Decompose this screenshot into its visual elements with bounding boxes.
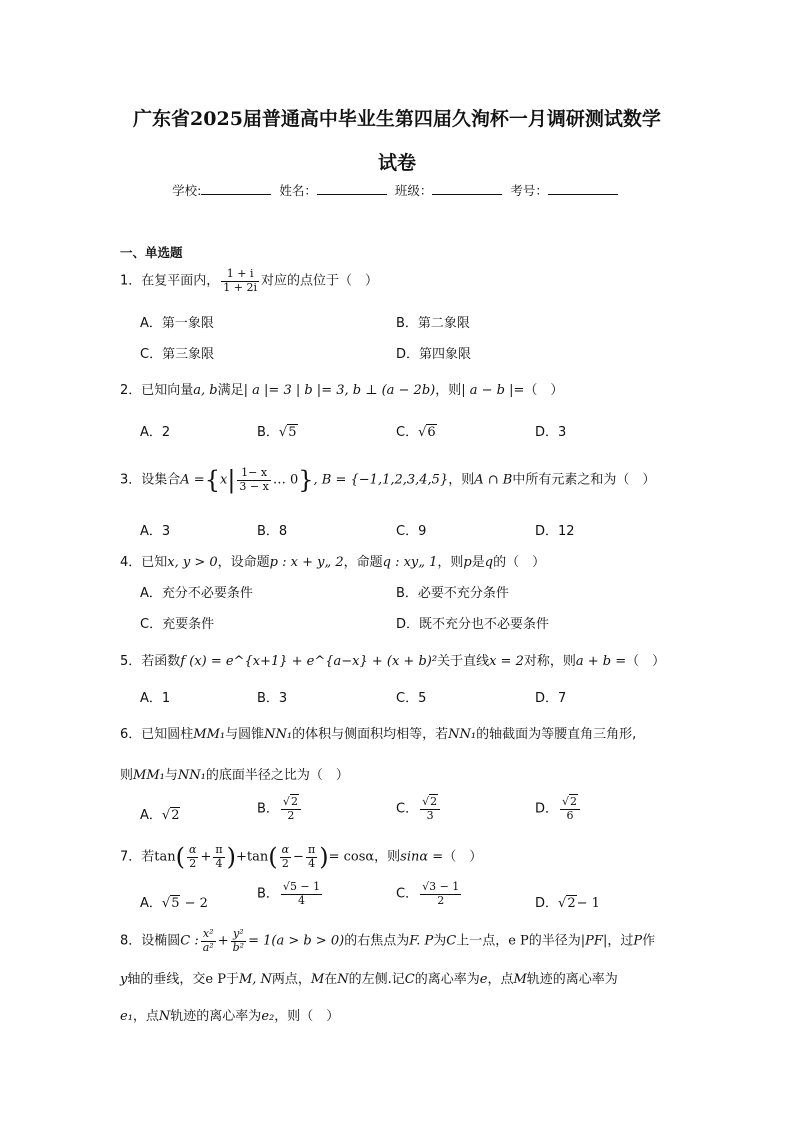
q1-option-b[interactable]: B．第二象限 (396, 316, 470, 331)
q8-e2: e₂ (261, 1009, 275, 1024)
q7-option-a[interactable] (140, 892, 208, 911)
q8-text-end: 作 (642, 933, 656, 949)
q5-option-a[interactable]: A．1 (140, 691, 171, 706)
q6-option-d[interactable] (535, 796, 582, 822)
q7-option-d-rad: 2 (567, 896, 576, 911)
q6-line2-post: 的底面半径之比为（ ） (205, 768, 349, 783)
q7-option-b-label: B． (257, 886, 279, 902)
q4-p: p (463, 555, 472, 570)
q6-option-c-rad: 2 (430, 795, 438, 808)
q8-line2-h: 轨迹的离心率为 (526, 972, 618, 987)
q3-intersection: A ∩ B (474, 472, 513, 488)
q7-frac-2-num: π (215, 842, 223, 856)
school-blank[interactable] (201, 183, 271, 195)
section-heading: 一、单选题 (120, 245, 183, 260)
q2-option-a[interactable]: A．2 (140, 425, 171, 440)
q6-option-a-rad: 2 (171, 808, 180, 823)
q3-set-b: , B = {−1,1,2,3,4,5} (313, 472, 449, 488)
q6-cone: NN₁ (264, 727, 293, 742)
q5-text: 5．若函数 (120, 654, 181, 669)
q1-frac-den: 1 + 2i (223, 280, 258, 294)
q3-frac-num: 1− x (237, 467, 270, 481)
q7-option-c-label: C． (396, 886, 419, 902)
school-label: 学校: (172, 183, 202, 198)
q1-option-c[interactable]: C．第三象限 (140, 347, 215, 362)
q3-x: x (219, 472, 228, 488)
q2-text: 2．已知向量 (120, 383, 194, 398)
q7-ask: sinα = (400, 849, 444, 865)
q6-option-a-label: A． (140, 808, 162, 823)
q8-line3-n: N (158, 1009, 171, 1024)
q2-option-d[interactable]: D．3 (535, 425, 567, 440)
q7-option-d[interactable] (535, 892, 600, 911)
q7-option-d-sqrt: √2 (558, 896, 576, 911)
q3-relation: … 0 (272, 472, 299, 488)
q4-text-m1: ，设命题 (217, 555, 270, 570)
q7-plus-2: + (235, 849, 247, 865)
q5-option-b[interactable]: B．3 (257, 691, 288, 706)
q8-e1: e₁ (120, 1009, 133, 1024)
q8-text-post: ，过 (607, 933, 634, 949)
q7-option-b-frac (281, 881, 322, 907)
q6-option-d-num: √2 (560, 796, 580, 810)
question-1 (120, 268, 378, 294)
q7-frac-4 (306, 844, 317, 870)
q7-option-d-label: D． (535, 896, 559, 911)
q3-option-d[interactable]: D．12 (535, 524, 575, 539)
question-8-line1 (120, 928, 655, 954)
q2-vectors: a, b (193, 383, 218, 398)
q8-equation: = 1(a > b > 0) (248, 933, 345, 949)
q2-option-b-label: B． (257, 425, 279, 440)
q8-line2-f: 的离心率为 (414, 972, 480, 987)
q1-text-post: 对应的点位于（ ） (261, 273, 379, 289)
q6-option-b[interactable] (257, 796, 303, 822)
q7-frac-3-den: 2 (281, 856, 289, 870)
q8-plus: + (217, 933, 229, 949)
q6-text: 6．已知圆柱 (120, 727, 194, 742)
q8-f: F (409, 933, 417, 949)
q2-condition: | a |= 3 | b |= 3, b ⊥ (a − 2b) (243, 383, 436, 398)
q8-frac-x-num: x² (201, 928, 216, 942)
q7-frac-3 (280, 844, 291, 870)
q8-line3-c: ，则（ ） (274, 1009, 340, 1024)
q8-p2: P (633, 933, 643, 949)
name-blank[interactable] (317, 183, 387, 195)
q8-line2-m: M (310, 972, 325, 987)
q7-tan-2: tan (246, 849, 269, 865)
q7-text-post: （ ） (443, 849, 483, 865)
page-title: 广东省2025届普通高中毕业生第四届久洵杯一月调研测试数学 (133, 108, 661, 130)
q6-text-mid: 与圆锥 (225, 727, 265, 742)
q4-option-a[interactable]: A．充分不必要条件 (140, 586, 253, 601)
q8-p1: . P (416, 933, 434, 949)
q8-line2-b: 于 (225, 972, 239, 987)
q8-line2-m2: M (513, 972, 527, 987)
q7-option-a-rad: 5 (171, 896, 180, 911)
q6-option-a-sqrt: √2 (161, 808, 180, 823)
q6-option-b-rad: 2 (290, 795, 298, 808)
q4-option-b[interactable]: B．必要不充分条件 (396, 586, 509, 601)
question-7 (120, 843, 482, 871)
q7-option-b-num-text: 5 − 1 (289, 880, 321, 893)
q6-option-c-label: C． (396, 801, 419, 817)
q4-text-m4: 是 (471, 555, 485, 570)
q4-condition: x, y > 0 (167, 555, 218, 570)
q6-line2-pre: 则 (120, 768, 134, 783)
q6-cylinder: MM₁ (193, 727, 226, 742)
q6-option-d-label: D． (535, 801, 559, 817)
q8-y: y (120, 972, 128, 987)
q4-text-post: 的（ ） (493, 555, 546, 570)
q7-text-mid: ，则 (374, 849, 401, 865)
name-label: 姓名： (279, 183, 317, 198)
q1-fraction (221, 268, 259, 294)
q7-option-c[interactable] (396, 881, 463, 907)
q7-option-c-num-text: 3 − 1 (429, 880, 460, 893)
q6-option-d-frac (560, 796, 580, 822)
q6-text-post: 的轴截面为等腰直角三角形, (476, 727, 637, 742)
class-blank[interactable] (432, 183, 502, 195)
q2-text-post: （ ） (524, 383, 564, 398)
q7-option-c-den: 2 (437, 893, 445, 907)
q8-text-mid4: 的半径为 (528, 933, 581, 949)
q8-ellipse-c: C : (180, 933, 199, 949)
q6-option-b-den: 2 (287, 808, 295, 822)
q3-option-b[interactable]: B．8 (257, 524, 288, 539)
q1-frac-num: 1 + i (221, 268, 259, 282)
q7-frac-3-num: α (281, 842, 290, 856)
exam-number-label: 考号： (510, 183, 548, 198)
q6-option-c-num: √2 (420, 796, 440, 810)
q3-bar: | (227, 466, 236, 494)
q3-brace-open: { (204, 466, 220, 494)
question-5 (120, 650, 665, 669)
q4-option-d[interactable]: D．既不充分也不必要条件 (396, 617, 550, 632)
question-6-line1 (120, 723, 636, 742)
q8-line3-b: 轨迹的离心率为 (170, 1009, 262, 1024)
q2-option-c-sqrt: √6 (418, 425, 436, 440)
q4-option-c[interactable]: C．充要条件 (140, 617, 215, 632)
q3-brace-close: } (298, 466, 314, 494)
q7-paren-close-2: ) (319, 843, 329, 871)
q6-option-d-den: 6 (566, 808, 574, 822)
q7-minus: − (293, 849, 304, 865)
q8-frac-y (231, 928, 246, 954)
question-2 (120, 379, 563, 398)
q8-pf: |PF| (580, 933, 608, 949)
q6-cone-2: NN₁ (448, 727, 477, 742)
q7-option-c-num: √3 − 1 (422, 880, 460, 893)
q7-equation-rhs: = cosα (328, 849, 375, 865)
q3-set-a: A = (180, 472, 205, 488)
q8-line2-g: ，点 (487, 972, 514, 987)
q3-text-post2: 中所有元素之和为（ ） (512, 472, 656, 488)
q2-option-b-rad: 5 (288, 425, 297, 440)
q7-plus: + (200, 849, 212, 865)
q5-option-c[interactable]: C．5 (396, 691, 427, 706)
q2-text-mid2: ，则 (435, 383, 462, 398)
q6-text-mid2: 的体积与侧面积均相等，若 (292, 727, 449, 742)
q4-text-m2: ，命题 (343, 555, 383, 570)
q7-option-b[interactable] (257, 881, 324, 907)
q8-line3-a: ，点 (132, 1009, 159, 1024)
exam-number-blank[interactable] (548, 183, 618, 195)
q8-line2-mn: M, N (238, 972, 272, 987)
q2-option-c-rad: 6 (427, 425, 436, 440)
q7-tan-1: tan (154, 849, 176, 865)
q2-option-b[interactable] (257, 421, 298, 440)
q7-option-a-sqrt: √5 (161, 896, 180, 911)
q1-option-a[interactable]: A．第一象限 (140, 316, 214, 331)
q4-text-m3: ，则 (437, 555, 464, 570)
q7-option-d-tail: − 1 (576, 896, 600, 911)
q4-proposition-q: q : xy„ 1 (382, 555, 438, 570)
question-8-line3 (120, 1005, 339, 1024)
class-label: 班级： (394, 183, 433, 198)
q8-line2-c: 两点， (271, 972, 311, 987)
q6-cylinder-3: MM₁ (133, 768, 165, 783)
question-3 (120, 466, 655, 494)
q8-frac-x-den: a² (202, 940, 214, 954)
q7-option-a-tail: − 2 (180, 896, 208, 911)
q7-frac-2 (213, 844, 224, 870)
q7-paren-open-1: ( (175, 843, 186, 871)
q6-option-c-den: 3 (426, 808, 434, 822)
q3-fraction (237, 467, 270, 493)
q7-frac-4-den: 4 (308, 856, 316, 870)
q2-text-mid1: 满足 (217, 383, 244, 398)
q8-line2-d: 在 (324, 972, 338, 987)
question-8-line2 (120, 968, 618, 987)
q7-frac-2-den: 4 (215, 856, 223, 870)
q7-paren-close-1: ) (226, 843, 236, 871)
q3-option-c[interactable]: C．9 (396, 524, 427, 539)
q7-frac-1 (187, 844, 198, 870)
q5-text-mid: 关于直线 (437, 654, 490, 669)
q8-line2-circle: e P (205, 972, 226, 987)
q4-q: q (484, 555, 494, 570)
q5-line: x = 2 (489, 654, 524, 669)
q7-option-c-frac (420, 881, 461, 907)
q2-option-b-sqrt: √5 (278, 425, 297, 440)
q8-line2-a: 轴的垂线，交 (127, 972, 206, 987)
q5-function: f (x) = e^{x+1} + e^{a−x} + (x + b)² (180, 654, 438, 669)
q8-frac-y-num: y² (231, 928, 246, 942)
q5-ask: a + b = (575, 654, 627, 669)
q8-text-mid: 的右焦点为 (344, 933, 410, 949)
q1-option-d[interactable]: D．第四象限 (396, 347, 472, 362)
q6-line2-mid: 与 (164, 768, 178, 783)
student-info-line (0, 181, 794, 199)
q4-proposition-p: p : x + y„ 2 (269, 555, 344, 570)
q6-option-b-label: B． (257, 801, 279, 817)
q7-option-a-label: A． (140, 896, 162, 911)
q4-text: 4．已知 (120, 555, 168, 570)
q2-ask: | a − b |= (461, 383, 525, 398)
q7-frac-4-num: π (307, 842, 316, 856)
q7-frac-1-num: α (189, 842, 197, 856)
question-6-line2 (120, 764, 349, 783)
q8-text-mid3: 上一点， (456, 933, 509, 949)
q6-option-c-frac (420, 796, 440, 822)
q8-line2-e: 的左侧.记 (348, 972, 405, 987)
q8-line2-ev: e (479, 972, 488, 987)
q8-text-mid2: 为 (433, 933, 447, 949)
q8-line2-n: N (337, 972, 349, 987)
q7-option-b-num: √5 − 1 (282, 880, 321, 893)
q6-option-c[interactable] (396, 796, 442, 822)
q6-cone-3: NN₁ (177, 768, 206, 783)
q8-line2-c2: C (404, 972, 415, 987)
q2-option-c[interactable] (396, 421, 437, 440)
q8-frac-x (201, 928, 216, 954)
q3-text-post: ，则 (448, 472, 475, 488)
q2-option-c-label: C． (396, 425, 419, 440)
q7-paren-open-2: ( (268, 843, 278, 871)
q8-frac-y-den: b² (232, 940, 245, 954)
q6-option-b-num: √2 (281, 796, 301, 810)
q8-circle-p: e P (508, 933, 529, 949)
q8-c2: C (446, 933, 457, 949)
q5-text-mid2: 对称，则 (523, 654, 576, 669)
q3-frac-den: 3 − x (239, 479, 269, 493)
q5-text-post: （ ） (626, 654, 666, 669)
q3-text: 3．设集合 (120, 472, 181, 488)
question-4 (120, 551, 545, 570)
q6-option-d-rad: 2 (570, 795, 578, 808)
q5-option-d[interactable]: D．7 (535, 691, 567, 706)
q7-option-b-den: 4 (298, 893, 306, 907)
q6-option-a[interactable] (140, 804, 180, 823)
q8-text: 8．设椭圆 (120, 933, 181, 949)
q7-frac-1-den: 2 (189, 856, 197, 870)
q1-text: 1．在复平面内， (120, 273, 220, 289)
q3-option-a[interactable]: A．3 (140, 524, 171, 539)
page-title-line2: 试卷 (377, 152, 416, 174)
q6-option-b-frac (281, 796, 301, 822)
q7-text: 7．若 (120, 849, 155, 865)
